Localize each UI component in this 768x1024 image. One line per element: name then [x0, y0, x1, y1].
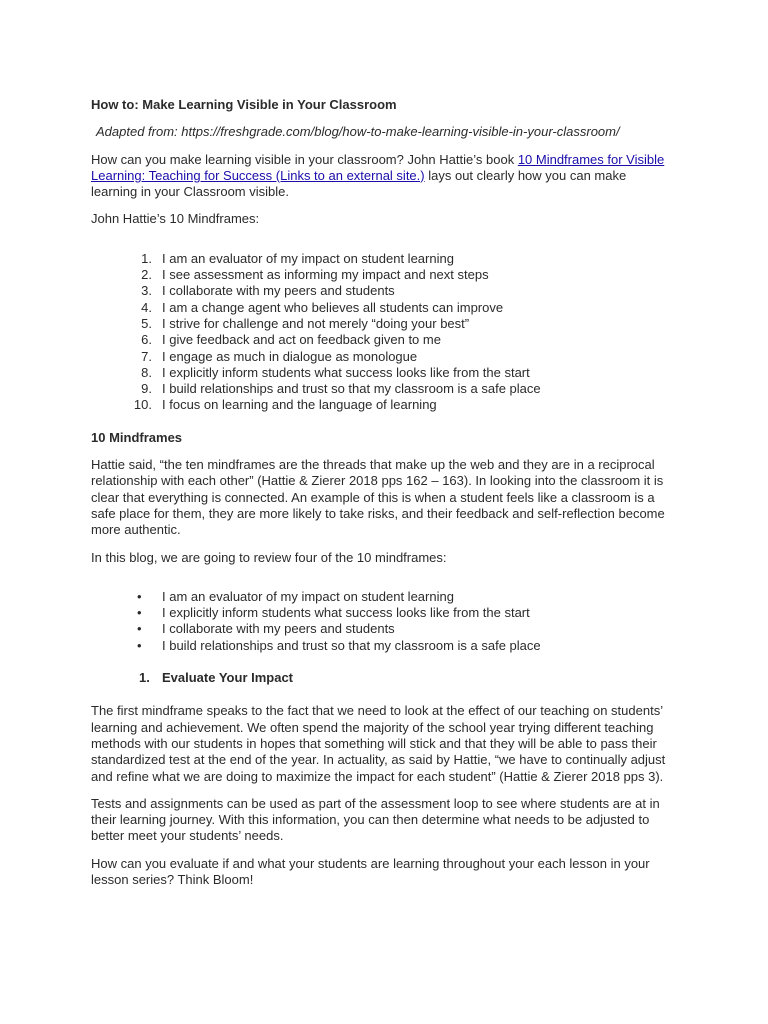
- list-item-text: I am an evaluator of my impact on student learning: [162, 250, 454, 266]
- list-item-text: I see assessment as informing my impact and next steps: [162, 267, 489, 283]
- list-item: [91, 283, 676, 299]
- document-title: How to: Make Learning Visible in Your Classroom: [91, 97, 397, 112]
- list-number: 2.: [141, 267, 152, 283]
- list-number: 1.: [141, 250, 152, 266]
- list-number: 5.: [141, 315, 152, 331]
- list-item: [91, 300, 676, 316]
- evaluate-paragraph-3: How can you evaluate if and what your students are learning throughout your each lesson in your lesson series? Think Bloom!: [91, 855, 650, 887]
- list-item-text: I collaborate with my peers and students: [162, 283, 395, 299]
- list-item: [91, 267, 676, 283]
- list-item: [91, 638, 676, 654]
- subhead-text: Evaluate Your Impact: [162, 670, 294, 686]
- review-intro: In this blog, we are going to review four of the 10 mindframes:: [91, 549, 447, 565]
- mindframes-paragraph: Hattie said, “the ten mindframes are the threads that make up the web and they are in a reciprocal relationship with each other” (Hattie & Zierer 2018 pps 162 – 163). In looking into the classroom it is clear that everything is connected. An example of this is when a student feels like a classroom is a safe place for them, they are more likely to take risks, and their feedback and self-reflection become more authentic.: [91, 457, 665, 538]
- list-item: [91, 332, 676, 348]
- list-item-text: I build relationships and trust so that my classroom is a safe place: [162, 637, 541, 653]
- list-item: [91, 251, 676, 267]
- list-item: [91, 381, 676, 397]
- list-item-text: I give feedback and act on feedback given to me: [162, 332, 441, 348]
- list-item: [91, 621, 676, 637]
- list-item-text: I am a change agent who believes all students can improve: [162, 299, 504, 315]
- list-number: 8.: [141, 364, 152, 380]
- mindframes-heading: John Hattie’s 10 Mindframes:: [91, 211, 260, 227]
- list-number: 4.: [141, 299, 152, 315]
- list-item-text: I collaborate with my peers and students: [162, 621, 395, 637]
- bullet-icon: •: [137, 605, 142, 621]
- list-item: [91, 397, 676, 413]
- list-number: 3.: [141, 283, 152, 299]
- adapted-from-line: Adapted from: https://freshgrade.com/blog/how-to-make-learning-visible-in-your-classroom/: [96, 124, 620, 140]
- list-item-text: I explicitly inform students what success looks like from the start: [162, 364, 530, 380]
- document-page: [91, 97, 676, 899]
- section-title-10-mindframes: 10 Mindframes: [91, 429, 183, 445]
- list-item: [91, 349, 676, 365]
- list-item-text: I build relationships and trust so that my classroom is a safe place: [162, 381, 541, 397]
- intro-text-before-link: How can you make learning visible in your classroom? John Hattie’s book: [91, 151, 518, 167]
- list-item: [91, 605, 676, 621]
- list-item: [91, 365, 676, 381]
- list-number: 7.: [141, 348, 152, 364]
- subhead-number: 1.: [139, 670, 150, 686]
- intro-paragraph: [91, 152, 676, 201]
- list-item-text: I engage as much in dialogue as monologue: [162, 348, 418, 364]
- list-item-text: I explicitly inform students what success looks like from the start: [162, 605, 530, 621]
- list-number: 9.: [141, 381, 152, 397]
- bullet-icon: •: [137, 621, 142, 637]
- book-external-link[interactable]: 10 Mindframes for Visible Learning: Teaching for Success (Links to an external site.): [91, 151, 665, 183]
- intro-text-after-link: lays out clearly how you can make learning in your Classroom visible.: [91, 167, 627, 200]
- bullet-icon: •: [137, 637, 142, 653]
- list-number: 6.: [141, 332, 152, 348]
- review-list: [91, 589, 676, 654]
- list-item-text: I focus on learning and the language of learning: [162, 397, 437, 413]
- list-item-text: I strive for challenge and not merely “doing your best”: [162, 315, 470, 331]
- list-item: [91, 589, 676, 605]
- list-number: 10.: [133, 397, 152, 413]
- bullet-icon: •: [137, 588, 142, 604]
- evaluate-paragraph-2: Tests and assignments can be used as part of the assessment loop to see where students are at in their learning journey. With this information, you can then determine what needs to be adjusted to better meet your students’ needs.: [91, 795, 660, 844]
- list-item-text: I am an evaluator of my impact on student learning: [162, 588, 454, 604]
- list-item: [91, 316, 676, 332]
- section-title-evaluate-impact: [91, 670, 676, 686]
- mindframes-list: [91, 251, 676, 414]
- evaluate-paragraph-1: The first mindframe speaks to the fact that we need to look at the effect of our teaching on students’ learning and achievement. We often spend the majority of the school year trying different teaching methods with our students in hopes that something will stick and that they will be able to pass their standardized test at the end of the year. In actuality, as said by Hattie, “we have to continually adjust and refine what we are doing to maximize the impact for each student” (Hattie & Zierer 2018 pps 3).: [91, 703, 666, 784]
